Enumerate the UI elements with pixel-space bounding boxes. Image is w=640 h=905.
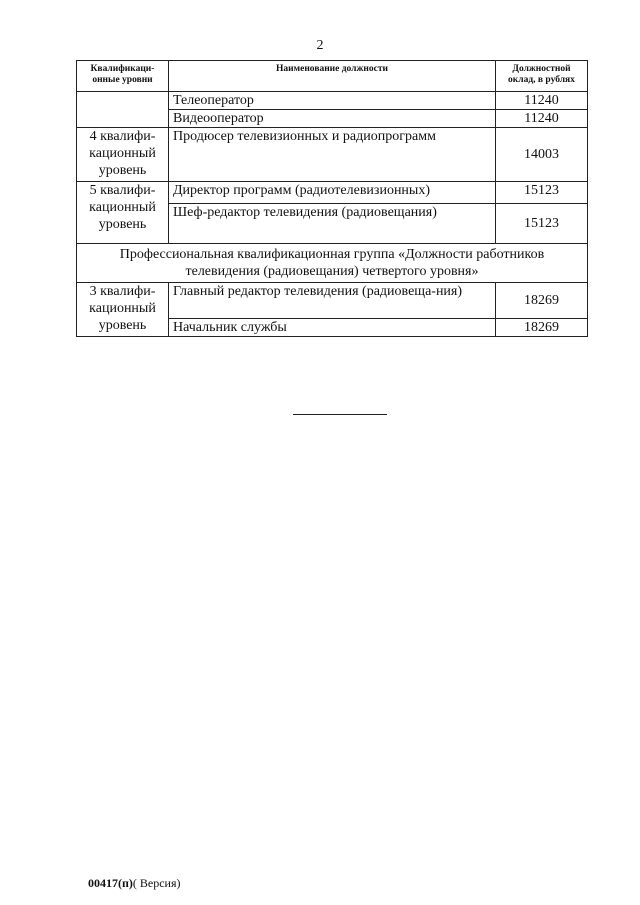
level-cell: 3 квалифи- кационный уровень — [77, 283, 169, 337]
level-cell-empty — [77, 92, 169, 128]
section-separator — [293, 414, 387, 415]
salary-cell: 15123 — [496, 182, 588, 204]
table-row — [77, 128, 588, 182]
position-cell: Директор программ (радиотелевизионных) — [169, 182, 496, 204]
footer-document-code — [88, 876, 181, 891]
header-level: Квалификаци- онные уровни — [77, 61, 169, 92]
salary-table — [76, 60, 588, 337]
position-cell: Продюсер телевизионных и радиопрограмм — [169, 128, 496, 182]
level-cell: 4 квалифи- кационный уровень — [77, 128, 169, 182]
salary-cell: 15123 — [496, 204, 588, 244]
table-row — [77, 92, 588, 110]
table-header-row — [77, 61, 588, 92]
position-cell: Телеоператор — [169, 92, 496, 110]
salary-cell: 11240 — [496, 92, 588, 110]
salary-cell: 14003 — [496, 128, 588, 182]
group-heading: Профессиональная квалификационная группа «Должности работников телевидения (радиовещания) четвертого уровня» — [77, 244, 588, 283]
group-heading-row — [77, 244, 588, 283]
salary-cell: 18269 — [496, 319, 588, 337]
position-cell: Видеооператор — [169, 110, 496, 128]
table-row — [77, 283, 588, 319]
salary-cell: 11240 — [496, 110, 588, 128]
page-number: 2 — [316, 38, 324, 53]
header-salary: Должностной оклад, в рублях — [496, 61, 588, 92]
position-cell: Главный редактор телевидения (радиовеща-ния) — [169, 283, 496, 319]
footer-code-version: ( Версия) — [132, 876, 181, 890]
level-cell: 5 квалифи- кационный уровень — [77, 182, 169, 244]
position-cell: Шеф-редактор телевидения (радиовещания) — [169, 204, 496, 244]
header-position: Наименование должности — [169, 61, 496, 92]
salary-cell: 18269 — [496, 283, 588, 319]
position-cell: Начальник службы — [169, 319, 496, 337]
table-row — [77, 182, 588, 204]
footer-code-number: 00417(п) — [88, 876, 133, 890]
